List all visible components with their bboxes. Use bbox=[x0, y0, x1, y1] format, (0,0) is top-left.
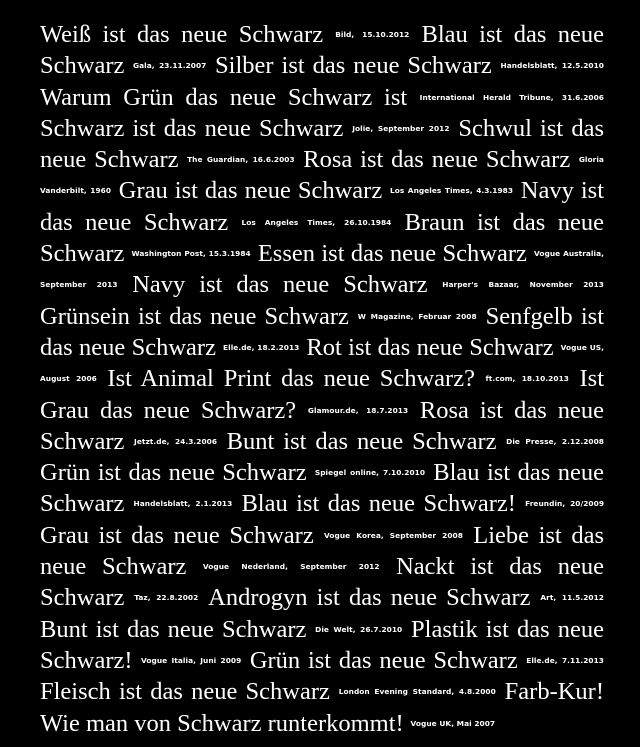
entry bbox=[40, 302, 477, 330]
entry bbox=[40, 83, 604, 111]
source-citation: Vogue Italia, Juni 2009 bbox=[141, 655, 242, 665]
headline: Plastik ist das neue Schwarz! bbox=[40, 615, 604, 674]
entry bbox=[241, 492, 604, 517]
source-citation: The Guardian, 16.6.2003 bbox=[187, 155, 295, 165]
source-citation: Taz, 22.8.2002 bbox=[134, 593, 199, 603]
entry bbox=[215, 54, 604, 79]
headline: Grau ist das neue Schwarz bbox=[118, 177, 383, 205]
source-citation: Elle.de, 7.11.2013 bbox=[526, 655, 605, 665]
source-citation: Gloria Vanderbilt, 1960 bbox=[40, 155, 604, 196]
headline: Essen ist das neue Schwarz bbox=[257, 240, 527, 268]
entry bbox=[249, 646, 605, 674]
source-citation: Harper's Bazaar, November 2013 bbox=[442, 280, 604, 290]
headline: Schwul ist das neue Schwarz bbox=[40, 114, 604, 174]
headline-collage bbox=[40, 20, 604, 740]
source-citation: Vogue Nederland, September 2012 bbox=[202, 562, 380, 572]
headline: Farb-Kur! Wie man von Schwarz runterkommt! bbox=[40, 678, 604, 737]
source-citation: Art, 11.5.2012 bbox=[540, 593, 604, 603]
source-citation: Los Angeles Times, 26.10.1984 bbox=[241, 217, 392, 227]
source-citation: Freundin, 20/2009 bbox=[525, 499, 605, 509]
source-citation: Vogue Korea, September 2008 bbox=[324, 530, 463, 540]
entry bbox=[119, 179, 513, 204]
entry bbox=[40, 23, 409, 48]
source-citation: Spiegel online, 7.10.2010 bbox=[314, 468, 426, 478]
headline: Rosa ist das neue Schwarz bbox=[303, 146, 571, 174]
headline: Liebe ist das neue Schwarz bbox=[40, 521, 604, 581]
source-citation: London Evening Standard, 4.8.2000 bbox=[338, 687, 496, 697]
headline: Weiß ist das neue Schwarz bbox=[40, 21, 324, 48]
headline: Bunt ist das neue Schwarz bbox=[40, 615, 307, 643]
source-citation: Die Presse, 2.12.2008 bbox=[506, 436, 604, 446]
headline: Warum Grün das neue Schwarz ist bbox=[40, 83, 408, 111]
headline: Blau ist das neue Schwarz bbox=[40, 459, 604, 518]
headline: Blau ist das neue Schwarz bbox=[40, 21, 605, 80]
entry bbox=[132, 273, 604, 298]
source-citation: ft.com, 18.10.2013 bbox=[485, 374, 569, 384]
headline: Ist Animal Print das neue Schwarz? bbox=[107, 365, 475, 393]
source-citation: Washington Post, 15.3.1984 bbox=[131, 249, 251, 259]
entry bbox=[40, 461, 425, 486]
source-citation: Glamour.de, 18.7.2013 bbox=[307, 405, 409, 415]
entry bbox=[208, 586, 604, 611]
headline: Senfgelb ist das neue Schwarz bbox=[40, 302, 604, 361]
headline: Schwarz ist das neue Schwarz bbox=[40, 114, 344, 142]
headline: Rot ist das neue Schwarz bbox=[306, 333, 554, 361]
source-citation: Vogue UK, Mai 2007 bbox=[410, 718, 496, 728]
source-citation: Jolie, September 2012 bbox=[352, 123, 450, 133]
headline: Grau ist das neue Schwarz bbox=[40, 521, 314, 549]
headline: Grün ist das neue Schwarz bbox=[249, 646, 518, 674]
source-citation: International Herald Tribune, 31.6.2006 bbox=[419, 92, 604, 102]
headline: Rosa ist das neue Schwarz bbox=[40, 396, 604, 455]
headline: Bunt ist das neue Schwarz bbox=[226, 427, 497, 455]
headline: Grün ist das neue Schwarz bbox=[40, 459, 307, 487]
source-citation: Vogue US, August 2006 bbox=[40, 342, 604, 384]
source-citation: Jetzt.de, 24.3.2006 bbox=[134, 436, 218, 446]
entry bbox=[40, 680, 496, 705]
headline: Navy ist das neue Schwarz bbox=[132, 271, 428, 299]
entry bbox=[40, 114, 450, 142]
headline: Braun ist das neue Schwarz bbox=[40, 208, 604, 268]
source-citation: Vogue Australia, September 2013 bbox=[40, 249, 604, 290]
source-citation: Elle.de, 18.2.2013 bbox=[223, 342, 300, 352]
source-citation: Bild, 15.10.2012 bbox=[335, 30, 410, 39]
headline: Nackt ist das neue Schwarz bbox=[40, 553, 604, 612]
source-citation: Handelsblatt, 2.1.2013 bbox=[133, 499, 233, 509]
entry bbox=[107, 367, 569, 392]
headline: Blau ist das neue Schwarz! bbox=[241, 490, 516, 518]
source-citation: Die Welt, 26.7.2010 bbox=[315, 624, 403, 634]
entry bbox=[40, 615, 403, 643]
entry bbox=[40, 521, 463, 549]
headline: Navy ist das neue Schwarz bbox=[40, 177, 605, 236]
entry bbox=[226, 427, 604, 455]
source-citation: Los Angeles Times, 4.3.1983 bbox=[389, 186, 514, 196]
source-citation: Gala, 23.11.2007 bbox=[133, 61, 207, 71]
headline: Fleisch ist das neue Schwarz bbox=[40, 678, 330, 706]
source-citation: W Magazine, Februar 2008 bbox=[357, 311, 477, 321]
headline: Ist Grau das neue Schwarz? bbox=[40, 365, 604, 424]
source-citation: Handelsblatt, 12.5.2010 bbox=[500, 61, 604, 71]
headline: Silber ist das neue Schwarz bbox=[215, 52, 492, 80]
headline: Androgyn ist das neue Schwarz bbox=[208, 584, 531, 612]
headline: Grünsein ist das neue Schwarz bbox=[40, 302, 349, 330]
